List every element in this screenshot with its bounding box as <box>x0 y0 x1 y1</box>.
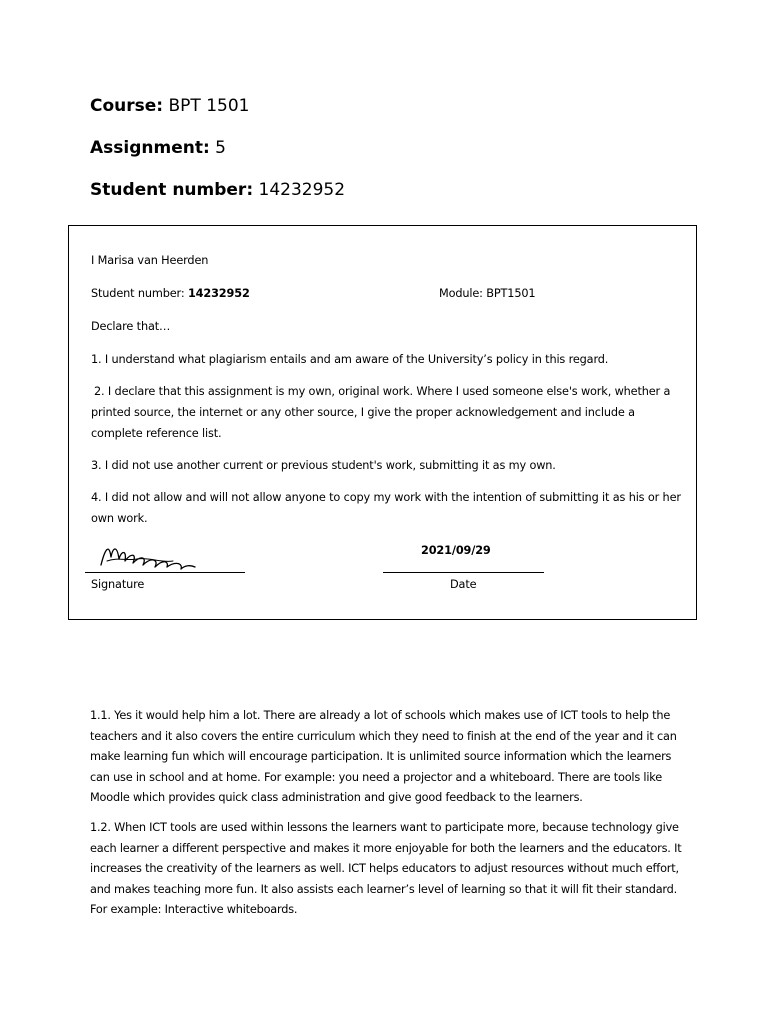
course-value: BPT 1501 <box>168 96 250 116</box>
assignment-label: Assignment: <box>90 138 210 158</box>
signature-mark <box>97 539 197 571</box>
declaration-module <box>439 283 639 304</box>
assignment-value: 5 <box>215 138 226 158</box>
declaration-item-3: 3. I did not use another current or previous student's work, submitting it as my own. <box>91 459 556 472</box>
date-line <box>383 572 544 573</box>
declaration-module-value: BPT1501 <box>486 287 536 300</box>
declaration-box <box>68 225 697 620</box>
declaration-item-1: 1. I understand what plagiarism entails and am aware of the University’s policy in this regard. <box>91 353 609 366</box>
course-line <box>90 96 249 116</box>
date-label: Date <box>450 578 477 591</box>
course-label: Course: <box>90 96 164 116</box>
signature-label: Signature <box>91 578 145 591</box>
declaration-item-4: 4. I did not allow and will not allow anyone to copy my work with the intention of submitting it as his or her own work. <box>91 491 681 525</box>
assignment-line <box>90 138 226 158</box>
signature-line <box>85 572 245 573</box>
declarant-name: I Marisa van Heerden <box>91 254 209 267</box>
declaration-module-label: Module: <box>439 287 483 300</box>
student-number-line <box>90 180 345 200</box>
declaration-item-2: 2. I declare that this assignment is my own, original work. Where I used someone else's work, whether a printed source, the internet or any other source, I give the proper acknowledgement and include a complete reference list. <box>91 385 671 440</box>
declaration-date-value: 2021/09/29 <box>421 544 491 557</box>
declare-that: Declare that… <box>91 320 171 333</box>
declaration-student-label: Student number: <box>91 287 185 300</box>
answer-1-1: 1.1. Yes it would help him a lot. There are already a lot of schools which makes use of ICT tools to help the teachers and it also covers the entire curriculum which they need to finish at the end of the year and it can make learning fun which will encourage participation. It is unlimited source information which the learners can use in school and at home. For example: you need a projector and a whiteboard. There are tools like Moodle which provides quick class administration and give good feedback to the learners. <box>90 709 677 804</box>
declaration-student-value: 14232952 <box>187 287 250 300</box>
student-number-label: Student number: <box>90 180 254 200</box>
student-number-value: 14232952 <box>258 180 346 200</box>
answer-1-2: 1.2. When ICT tools are used within lessons the learners want to participate more, because technology give each learner a different perspective and makes it more enjoyable for both the learners and the educators. It increases the creativity of the learners as well. ICT helps educators to adjust resources without much effort, and makes teaching more fun. It also assists each learner’s level of learning so that it will fit their standard. For example: Interactive whiteboards. <box>90 821 682 916</box>
